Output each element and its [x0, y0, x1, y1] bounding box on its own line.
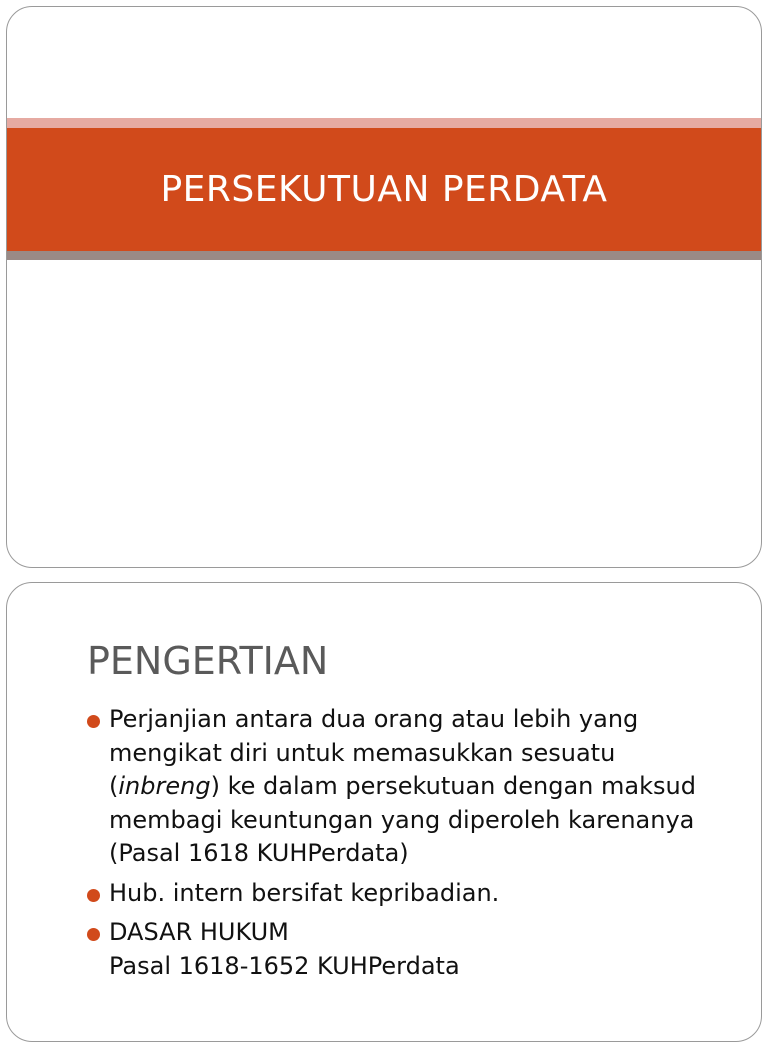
bullet-text-suffix: ) ke dalam persekutuan dengan maksud membagi keuntungan yang diperoleh karenanya (Pasal 1618 KUHPerdata): [109, 772, 696, 867]
bullet-dot-icon: [87, 928, 100, 941]
slide-title: PERSEKUTUAN PERDATA: [160, 169, 608, 210]
content-slide: [6, 582, 762, 1042]
bullet-text-prefix: Perjanjian antara dua orang atau lebih yang mengikat diri untuk memasukkan sesuatu (: [109, 705, 639, 800]
slide-heading: PENGERTIAN: [87, 639, 329, 683]
bullet-dot-icon: [87, 715, 100, 728]
bullet-subtext: Pasal 1618-1652 KUHPerdata: [109, 951, 460, 980]
bullet-text: DASAR HUKUM: [109, 918, 289, 946]
bullet-item-legal-basis: [87, 916, 727, 983]
title-slide: [6, 6, 762, 568]
bullet-list: [87, 703, 727, 989]
bullet-text-italic: inbreng: [118, 772, 211, 800]
bullet-item-relation: [87, 877, 727, 911]
title-band-top-stripe: [7, 118, 761, 128]
bullet-dot-icon: [87, 889, 100, 902]
bullet-item-definition: [87, 703, 727, 871]
bullet-text: Hub. intern bersifat kepribadian.: [109, 878, 500, 907]
title-band-bottom-stripe: [7, 251, 761, 260]
